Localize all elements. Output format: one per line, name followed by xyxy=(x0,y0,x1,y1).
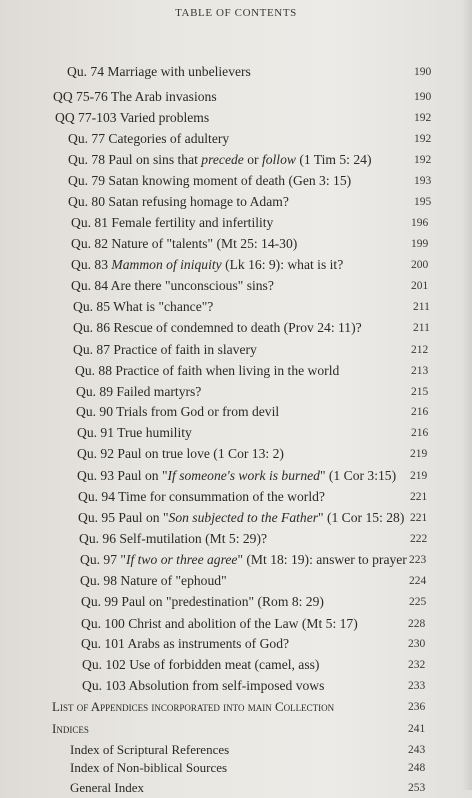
toc-entry-label xyxy=(78,508,404,528)
toc-entry xyxy=(0,192,472,212)
toc-page-number: 228 xyxy=(408,618,426,630)
toc-entry-text: Qu. 86 Rescue of condemned to death (Prov 24: 11)? xyxy=(73,320,362,335)
toc-entry xyxy=(0,297,472,317)
toc-entry-text: Qu. 103 Absolution from self-imposed vows xyxy=(82,678,325,693)
toc-entry-text: Qu. 84 Are there "unconscious" sins? xyxy=(71,278,274,293)
toc-entry-label xyxy=(73,340,257,360)
toc-entry-text: " (Mt 18: 19): answer to prayer xyxy=(237,552,407,567)
toc-entry xyxy=(0,466,472,486)
toc-entry-label xyxy=(79,529,267,549)
toc-entry-label xyxy=(82,676,324,696)
toc-entry-label xyxy=(78,487,325,507)
toc-page-number: 221 xyxy=(410,491,428,503)
toc-page-number: 232 xyxy=(408,659,426,671)
toc-page-number: 230 xyxy=(408,638,426,650)
toc-page-number: 192 xyxy=(414,112,432,124)
toc-page-number: 253 xyxy=(408,782,426,794)
toc-entry-label xyxy=(81,592,324,612)
toc-entry xyxy=(0,508,472,528)
page-title: TABLE OF CONTENTS xyxy=(175,7,297,19)
toc-entry-label xyxy=(73,318,362,338)
toc-page-number: 225 xyxy=(409,596,427,608)
toc-entry xyxy=(0,361,472,381)
toc-entry xyxy=(0,234,472,254)
toc-entry-text: Qu. 83 xyxy=(71,257,112,272)
toc-page-number: 193 xyxy=(414,175,432,187)
toc-entry-label xyxy=(81,614,358,634)
toc-entry-label xyxy=(81,634,289,654)
toc-page-number: 211 xyxy=(413,322,430,334)
toc-page-number: 212 xyxy=(411,344,429,356)
toc-entry-label xyxy=(71,234,297,254)
toc-entry-text: QQ 77-103 Varied problems xyxy=(55,110,210,125)
toc-entry-label xyxy=(71,276,274,296)
toc-page-number: 216 xyxy=(411,427,429,439)
toc-entry xyxy=(0,676,472,696)
toc-entry-text: Qu. 85 What is "chance"? xyxy=(73,299,214,314)
toc-page-number: 241 xyxy=(408,723,426,735)
toc-entry-label xyxy=(80,571,227,591)
toc-page-number: 200 xyxy=(411,259,429,271)
toc-entry xyxy=(0,571,472,591)
toc-entry-text: (1 Tim 5: 24) xyxy=(295,152,372,167)
toc-entry-label xyxy=(82,655,319,675)
toc-entry xyxy=(0,697,472,717)
toc-page-number: 221 xyxy=(410,512,428,524)
toc-page-number: 219 xyxy=(410,448,428,460)
toc-entry-text: Qu. 101 Arabs as instruments of God? xyxy=(81,636,290,651)
toc-page-number: 192 xyxy=(414,154,432,166)
toc-entry-text: Qu. 91 True humility xyxy=(77,425,192,440)
toc-page-number: 196 xyxy=(411,217,429,229)
toc-entry-text: Qu. 81 Female fertility and infertility xyxy=(71,215,274,230)
toc-entry xyxy=(0,550,472,570)
toc-page-number: 236 xyxy=(408,701,426,713)
toc-entry-text: Index of Non-biblical Sources xyxy=(70,760,228,775)
toc-entry-text: Qu. 82 Nature of "talents" (Mt 25: 14-30) xyxy=(71,236,298,251)
toc-entry-label xyxy=(71,213,273,233)
toc-entry xyxy=(0,758,472,778)
toc-entry-label xyxy=(70,740,229,760)
toc-entry xyxy=(0,592,472,612)
toc-entry-text: Qu. 97 " xyxy=(80,552,126,567)
toc-page-number: 243 xyxy=(408,744,426,756)
toc-entry-text: Index of Scriptural References xyxy=(70,742,230,757)
toc-entry xyxy=(0,402,472,422)
toc-entry xyxy=(0,213,472,233)
toc-entry-text: " (1 Cor 3:15) xyxy=(319,468,397,483)
toc-entry-label xyxy=(71,255,343,275)
toc-page-number: 211 xyxy=(413,301,430,313)
toc-entry xyxy=(0,423,472,443)
toc-entry-text: Qu. 74 Marriage with unbelievers xyxy=(67,64,251,79)
toc-entry-text: precede xyxy=(201,152,244,167)
toc-entry-label xyxy=(77,423,192,443)
toc-entry-text: (Lk 16: 9): what is it? xyxy=(221,257,344,272)
toc-entry xyxy=(0,150,472,170)
toc-entry-label xyxy=(80,550,407,570)
toc-entry-label xyxy=(53,87,217,107)
toc-entry xyxy=(0,487,472,507)
toc-page-number: 248 xyxy=(408,762,426,774)
toc-entry-text: Qu. 95 Paul on " xyxy=(78,510,169,525)
toc-entry-text: Indices xyxy=(52,721,89,736)
toc-entry xyxy=(0,255,472,275)
toc-entry xyxy=(0,318,472,338)
toc-entry-label xyxy=(68,150,371,170)
toc-entry-text: Qu. 78 Paul on sins that xyxy=(68,152,202,167)
toc-page-number: 219 xyxy=(410,470,428,482)
toc-entry xyxy=(0,87,472,107)
toc-entry xyxy=(0,340,472,360)
toc-entry-text: General Index xyxy=(70,780,144,795)
toc-entry-text: Qu. 77 Categories of adultery xyxy=(68,131,230,146)
toc-entry-text: or xyxy=(243,152,262,167)
toc-page-number: 190 xyxy=(414,91,432,103)
toc-entry-label xyxy=(68,192,289,212)
toc-entry-text: Qu. 90 Trials from God or from devil xyxy=(76,404,280,419)
toc-entry xyxy=(0,62,472,82)
toc-entry-text: Qu. 79 Satan knowing moment of death (Gen 3: 15) xyxy=(68,173,352,188)
toc-entry xyxy=(0,740,472,760)
toc-page-number: 233 xyxy=(408,680,426,692)
toc-entry-text: follow xyxy=(261,152,296,167)
toc-entry xyxy=(0,634,472,654)
toc-page-number: 216 xyxy=(411,406,429,418)
toc-page-number: 213 xyxy=(411,365,429,377)
toc-entry-label xyxy=(75,361,339,381)
toc-entry-label xyxy=(68,129,229,149)
toc-entry xyxy=(0,382,472,402)
toc-page-number: 192 xyxy=(414,133,432,145)
toc-entry-text: If two or three agree xyxy=(125,552,238,567)
toc-entry-text: List of Appendices incorporated into main Collection xyxy=(52,699,335,714)
toc-entry-label xyxy=(67,62,251,82)
toc-entry xyxy=(0,276,472,296)
toc-entry-label xyxy=(55,108,209,128)
toc-entry-text: Qu. 88 Practice of faith when living in the world xyxy=(75,363,340,378)
toc-entry-text: Mammon of iniquity xyxy=(111,257,222,272)
toc-entry-text: If someone's work is burned xyxy=(167,468,320,483)
toc-page-number: 215 xyxy=(411,386,429,398)
toc-page-number: 201 xyxy=(411,280,429,292)
toc-entry xyxy=(0,529,472,549)
toc-entry-label xyxy=(77,466,396,486)
toc-entry-text: Qu. 94 Time for consummation of the world? xyxy=(78,489,325,504)
toc-entry xyxy=(0,719,472,739)
toc-entry xyxy=(0,444,472,464)
toc-entry-label xyxy=(52,719,89,739)
toc-entry-label xyxy=(52,697,334,717)
toc-entry-label xyxy=(68,171,351,191)
toc-entry-label xyxy=(70,778,144,798)
toc-entry-label xyxy=(70,758,227,778)
toc-entry xyxy=(0,129,472,149)
toc-entry-label xyxy=(73,297,213,317)
page-gutter-shadow xyxy=(462,0,472,790)
toc-entry xyxy=(0,171,472,191)
toc-page-number: 223 xyxy=(409,554,427,566)
toc-entry xyxy=(0,108,472,128)
toc-entry-text: " (1 Cor 15: 28) xyxy=(318,510,405,525)
toc-entry-label xyxy=(76,402,279,422)
toc-page-number: 190 xyxy=(414,66,432,78)
toc-entry-text: QQ 75-76 The Arab invasions xyxy=(53,89,217,104)
toc-entry-text: Qu. 96 Self-mutilation (Mt 5: 29)? xyxy=(79,531,268,546)
toc-entry-text: Qu. 102 Use of forbidden meat (camel, ass) xyxy=(82,657,320,672)
toc-entry-text: Qu. 92 Paul on true love (1 Cor 13: 2) xyxy=(77,446,284,461)
toc-entry-text: Qu. 87 Practice of faith in slavery xyxy=(73,342,257,357)
toc-entry-label xyxy=(76,382,201,402)
toc-page-number: 222 xyxy=(410,533,428,545)
toc-entry-text: Qu. 100 Christ and abolition of the Law (Mt 5: 17) xyxy=(81,616,358,631)
toc-page-number: 195 xyxy=(414,196,432,208)
toc-entry-text: Qu. 99 Paul on "predestination" (Rom 8: 29) xyxy=(81,594,324,609)
toc-entry xyxy=(0,655,472,675)
toc-entry-text: Son subjected to the Father xyxy=(168,510,319,525)
toc-entry xyxy=(0,778,472,798)
toc-entry xyxy=(0,614,472,634)
toc-page-number: 199 xyxy=(411,238,429,250)
toc-entry-label xyxy=(77,444,284,464)
toc-entry-text: Qu. 80 Satan refusing homage to Adam? xyxy=(68,194,289,209)
toc-page-number: 224 xyxy=(409,575,427,587)
toc-entry-text: Qu. 93 Paul on " xyxy=(77,468,168,483)
toc-entry-text: Qu. 98 Nature of "ephoud" xyxy=(80,573,227,588)
toc-entry-text: Qu. 89 Failed martyrs? xyxy=(76,384,202,399)
